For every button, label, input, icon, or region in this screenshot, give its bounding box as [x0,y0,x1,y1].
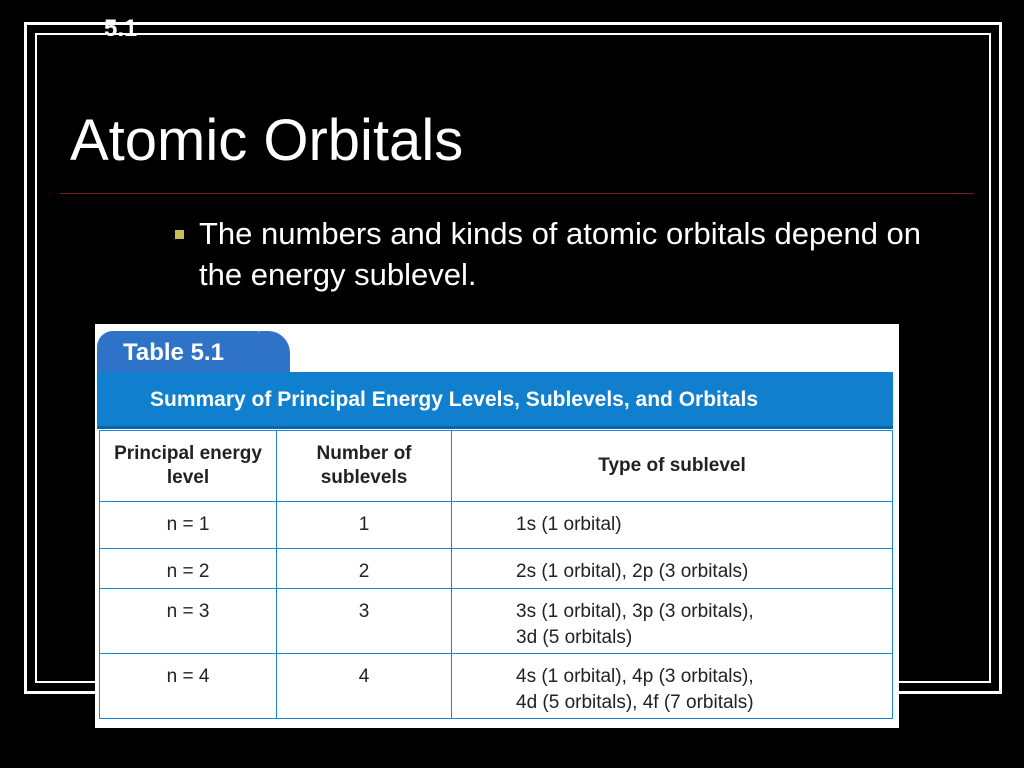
cell-level: n = 3 [100,589,277,654]
header-type-of-sublevel: Type of sublevel [452,431,893,502]
cell-type-line: 1s (1 orbital) [516,514,622,535]
cell-level: n = 1 [100,502,277,549]
cell-type [452,549,893,589]
cell-sublevels: 1 [277,502,452,549]
orbital-table [99,430,893,719]
table-label: Table 5.1 [97,331,272,376]
cell-type-line: 3d (5 orbitals) [516,627,633,648]
header-principal-energy-level: Principal energy level [100,431,277,502]
cell-sublevels: 2 [277,549,452,589]
slide-title: Atomic Orbitals [70,108,464,173]
cell-type-line: 2s (1 orbital), 2p (3 orbitals) [516,561,749,582]
cell-type [452,654,893,719]
table-row [100,549,893,589]
orbital-summary-table-figure [95,324,899,728]
header-number-of-sublevels: Number of sublevels [277,431,452,502]
cell-type-line: 3s (1 orbital), 3p (3 orbitals), [516,601,754,622]
cell-sublevels: 4 [277,654,452,719]
table-row [100,654,893,719]
cell-type-line: 4s (1 orbital), 4p (3 orbitals), [516,666,754,687]
cell-level: n = 2 [100,549,277,589]
cell-sublevels: 3 [277,589,452,654]
cell-type [452,502,893,549]
cell-type [452,589,893,654]
table-caption: Summary of Principal Energy Levels, Sublevels, and Orbitals [97,372,893,429]
bullet-square-icon [175,230,184,239]
bullet-text: The numbers and kinds of atomic orbitals depend on the energy sublevel. [199,216,922,292]
bullet-point [175,213,965,295]
table-row [100,502,893,549]
cell-type-line: 4d (5 orbitals), 4f (7 orbitals) [516,692,754,713]
table-row [100,589,893,654]
cell-level: n = 4 [100,654,277,719]
title-divider [60,193,974,194]
table-header-row [100,431,893,502]
section-number: 5.1 [104,15,138,42]
